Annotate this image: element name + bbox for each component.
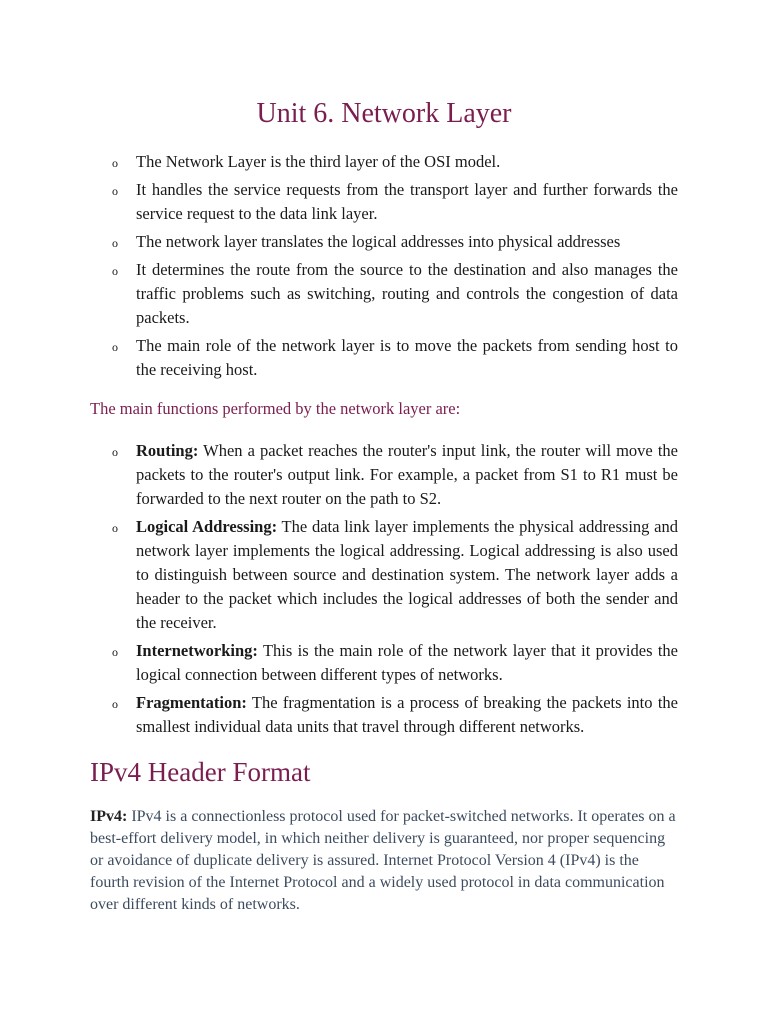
list-item — [112, 334, 678, 382]
ipv4-heading: IPv4 Header Format — [90, 757, 311, 787]
bullet-marker: o — [112, 156, 118, 170]
functions-bullet-list — [112, 439, 678, 743]
list-item — [112, 639, 678, 687]
function-description: When a packet reaches the router's input link, the router will move the packets to the router's output link. For example, a packet from S1 to R1 must be forwarded to the next router on the path to S2. — [136, 441, 678, 508]
ipv4-description: IPv4 is a connectionless protocol used for packet-switched networks. It operates on a best-effort delivery model, in which neither delivery is guaranteed, nor proper sequencing or avoidance of duplicate delivery is assured. Internet Protocol Version 4 (IPv4) is the fourth revision of the Internet Protocol and a widely used protocol in data communication over different kinds of networks. — [90, 808, 676, 913]
bullet-marker: o — [112, 521, 118, 535]
list-item-text: The main role of the network layer is to move the packets from sending host to the receiving host. — [136, 336, 678, 379]
function-description: The data link layer implements the physical addressing and network layer implements the logical addressing. Logical addressing is also used to distinguish between source and destination system. The network layer adds a header to the packet which includes the logical addresses of both the sender and the receiver. — [136, 517, 678, 632]
list-item-text: The Network Layer is the third layer of the OSI model. — [136, 152, 501, 171]
function-description: The fragmentation is a process of breaking the packets into the smallest individual data units that travel through different networks. — [136, 693, 678, 736]
list-item-text: The network layer translates the logical addresses into physical addresses — [136, 232, 621, 251]
ipv4-term: IPv4: — [90, 808, 128, 825]
function-term: Fragmentation: — [136, 693, 247, 712]
bullet-marker: o — [112, 697, 118, 711]
list-item — [112, 439, 678, 511]
list-item-text: It handles the service requests from the transport layer and further forwards the service request to the data link layer. — [136, 180, 678, 223]
list-item — [112, 691, 678, 739]
bullet-marker: o — [112, 264, 118, 278]
function-term: Routing: — [136, 441, 199, 460]
bullet-marker: o — [112, 340, 118, 354]
page-title: Unit 6. Network Layer — [256, 98, 512, 129]
list-item — [112, 515, 678, 635]
bullet-marker: o — [112, 645, 118, 659]
function-description: This is the main role of the network layer that it provides the logical connection between different types of networks. — [136, 641, 678, 684]
list-item — [112, 178, 678, 226]
function-term: Logical Addressing: — [136, 517, 278, 536]
list-item — [112, 230, 678, 254]
function-term: Internetworking: — [136, 641, 258, 660]
bullet-marker: o — [112, 445, 118, 459]
list-item — [112, 258, 678, 330]
bullet-marker: o — [112, 236, 118, 250]
list-item — [112, 150, 678, 174]
bullet-marker: o — [112, 184, 118, 198]
list-item-text: It determines the route from the source to the destination and also manages the traffic problems such as switching, routing and controls the congestion of data packets. — [136, 260, 678, 327]
ipv4-paragraph — [90, 806, 680, 916]
functions-lead-text: The main functions performed by the network layer are: — [90, 399, 461, 418]
intro-bullet-list — [112, 150, 678, 386]
